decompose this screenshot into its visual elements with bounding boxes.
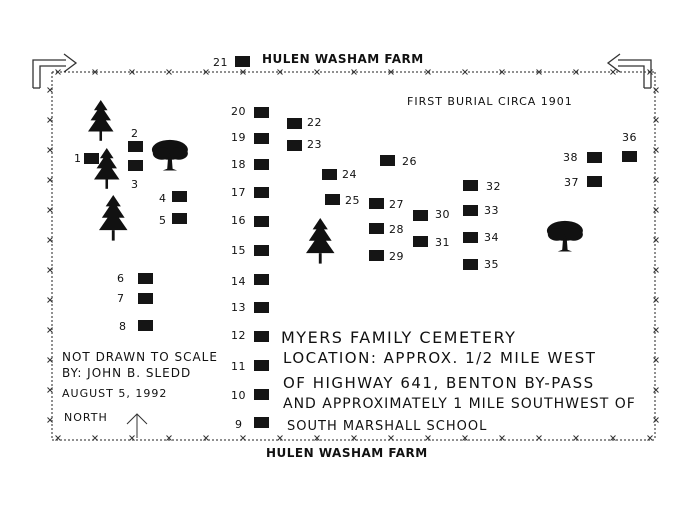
grave-marker: [254, 107, 269, 118]
location-line-2: OF HIGHWAY 641, BENTON BY-PASS: [283, 374, 595, 392]
grave-number: 13: [231, 301, 246, 314]
grave-number: 26: [402, 155, 417, 168]
grave-number: 3: [131, 178, 139, 191]
grave-marker: [254, 417, 269, 428]
grave-marker: [128, 160, 143, 171]
pine-tree-icon: [306, 218, 335, 264]
grave-number: 19: [231, 131, 246, 144]
location-line-3: AND APPROXIMATELY 1 MILE SOUTHWEST OF: [283, 396, 636, 412]
grave-number: 18: [231, 158, 246, 171]
grave-number: 7: [117, 292, 125, 305]
grave-number: 9: [235, 418, 243, 431]
grave-number: 6: [117, 272, 125, 285]
grave-number: 37: [564, 176, 579, 189]
grave-number: 22: [307, 116, 322, 129]
pine-tree-icon: [88, 100, 114, 141]
grave-number: 4: [159, 192, 167, 205]
grave-marker: [235, 56, 250, 67]
grave-number: 5: [159, 214, 167, 227]
grave-marker: [369, 250, 384, 261]
cemetery-title: MYERS FAMILY CEMETERY: [281, 328, 517, 347]
location-line-1: LOCATION: APPROX. 1/2 MILE WEST: [283, 349, 597, 367]
grave-number: 8: [119, 320, 127, 333]
grave-number: 24: [342, 168, 357, 181]
scale-note: NOT DRAWN TO SCALE: [62, 350, 218, 364]
grave-number: 2: [131, 127, 139, 140]
pine-tree-icon: [99, 195, 128, 241]
grave-marker: [254, 274, 269, 285]
grave-marker: [254, 389, 269, 400]
grave-marker: [138, 273, 153, 284]
grave-number: 11: [231, 360, 246, 373]
grave-marker: [138, 320, 153, 331]
north-label: NORTH: [64, 411, 108, 424]
grave-number: 15: [231, 244, 246, 257]
grave-marker: [587, 152, 602, 163]
grave-marker: [254, 331, 269, 342]
grave-marker: [463, 232, 478, 243]
location-line-4: SOUTH MARSHALL SCHOOL: [287, 419, 488, 434]
north-arrow-icon: [124, 410, 150, 440]
grave-marker: [254, 159, 269, 170]
grave-number: 25: [345, 194, 360, 207]
grave-number: 38: [563, 151, 578, 164]
grave-number: 31: [435, 236, 450, 249]
grave-number: 28: [389, 223, 404, 236]
grave-marker: [254, 216, 269, 227]
grave-number: 34: [484, 231, 499, 244]
grave-marker: [413, 210, 428, 221]
grave-marker: [254, 187, 269, 198]
oak-tree-icon: [546, 220, 584, 252]
grave-marker: [622, 151, 637, 162]
grave-marker: [128, 141, 143, 152]
grave-marker: [463, 259, 478, 270]
farm-label-bottom: HULEN WASHAM FARM: [266, 446, 428, 460]
oak-tree-icon: [151, 139, 189, 171]
grave-number: 21: [213, 56, 228, 69]
grave-marker: [172, 191, 187, 202]
grave-marker: [254, 302, 269, 313]
first-burial-note: FIRST BURIAL CIRCA 1901: [407, 95, 573, 108]
grave-number: 27: [389, 198, 404, 211]
grave-marker: [325, 194, 340, 205]
farm-label-top: HULEN WASHAM FARM: [262, 52, 424, 66]
grave-marker: [463, 180, 478, 191]
grave-marker: [287, 140, 302, 151]
pine-tree-icon: [94, 148, 120, 189]
grave-number: 29: [389, 250, 404, 263]
grave-marker: [172, 213, 187, 224]
grave-marker: [287, 118, 302, 129]
grave-number: 1: [74, 152, 82, 165]
grave-marker: [254, 360, 269, 371]
grave-number: 14: [231, 275, 246, 288]
grave-marker: [322, 169, 337, 180]
grave-marker: [380, 155, 395, 166]
grave-marker: [369, 198, 384, 209]
grave-number: 23: [307, 138, 322, 151]
grave-marker: [254, 245, 269, 256]
grave-number: 30: [435, 208, 450, 221]
grave-number: 32: [486, 180, 501, 193]
grave-marker: [463, 205, 478, 216]
grave-number: 12: [231, 329, 246, 342]
grave-number: 16: [231, 214, 246, 227]
grave-number: 10: [231, 389, 246, 402]
top-left-arrow-icon: [33, 54, 76, 88]
grave-marker: [254, 133, 269, 144]
grave-number: 35: [484, 258, 499, 271]
grave-marker: [413, 236, 428, 247]
grave-marker: [587, 176, 602, 187]
author-credit: BY: JOHN B. SLEDD: [62, 366, 192, 380]
grave-marker: [369, 223, 384, 234]
grave-marker: [138, 293, 153, 304]
grave-number: 33: [484, 204, 499, 217]
grave-number: 20: [231, 105, 246, 118]
grave-number: 36: [622, 131, 637, 144]
grave-number: 17: [231, 186, 246, 199]
date-credit: AUGUST 5, 1992: [62, 387, 168, 400]
